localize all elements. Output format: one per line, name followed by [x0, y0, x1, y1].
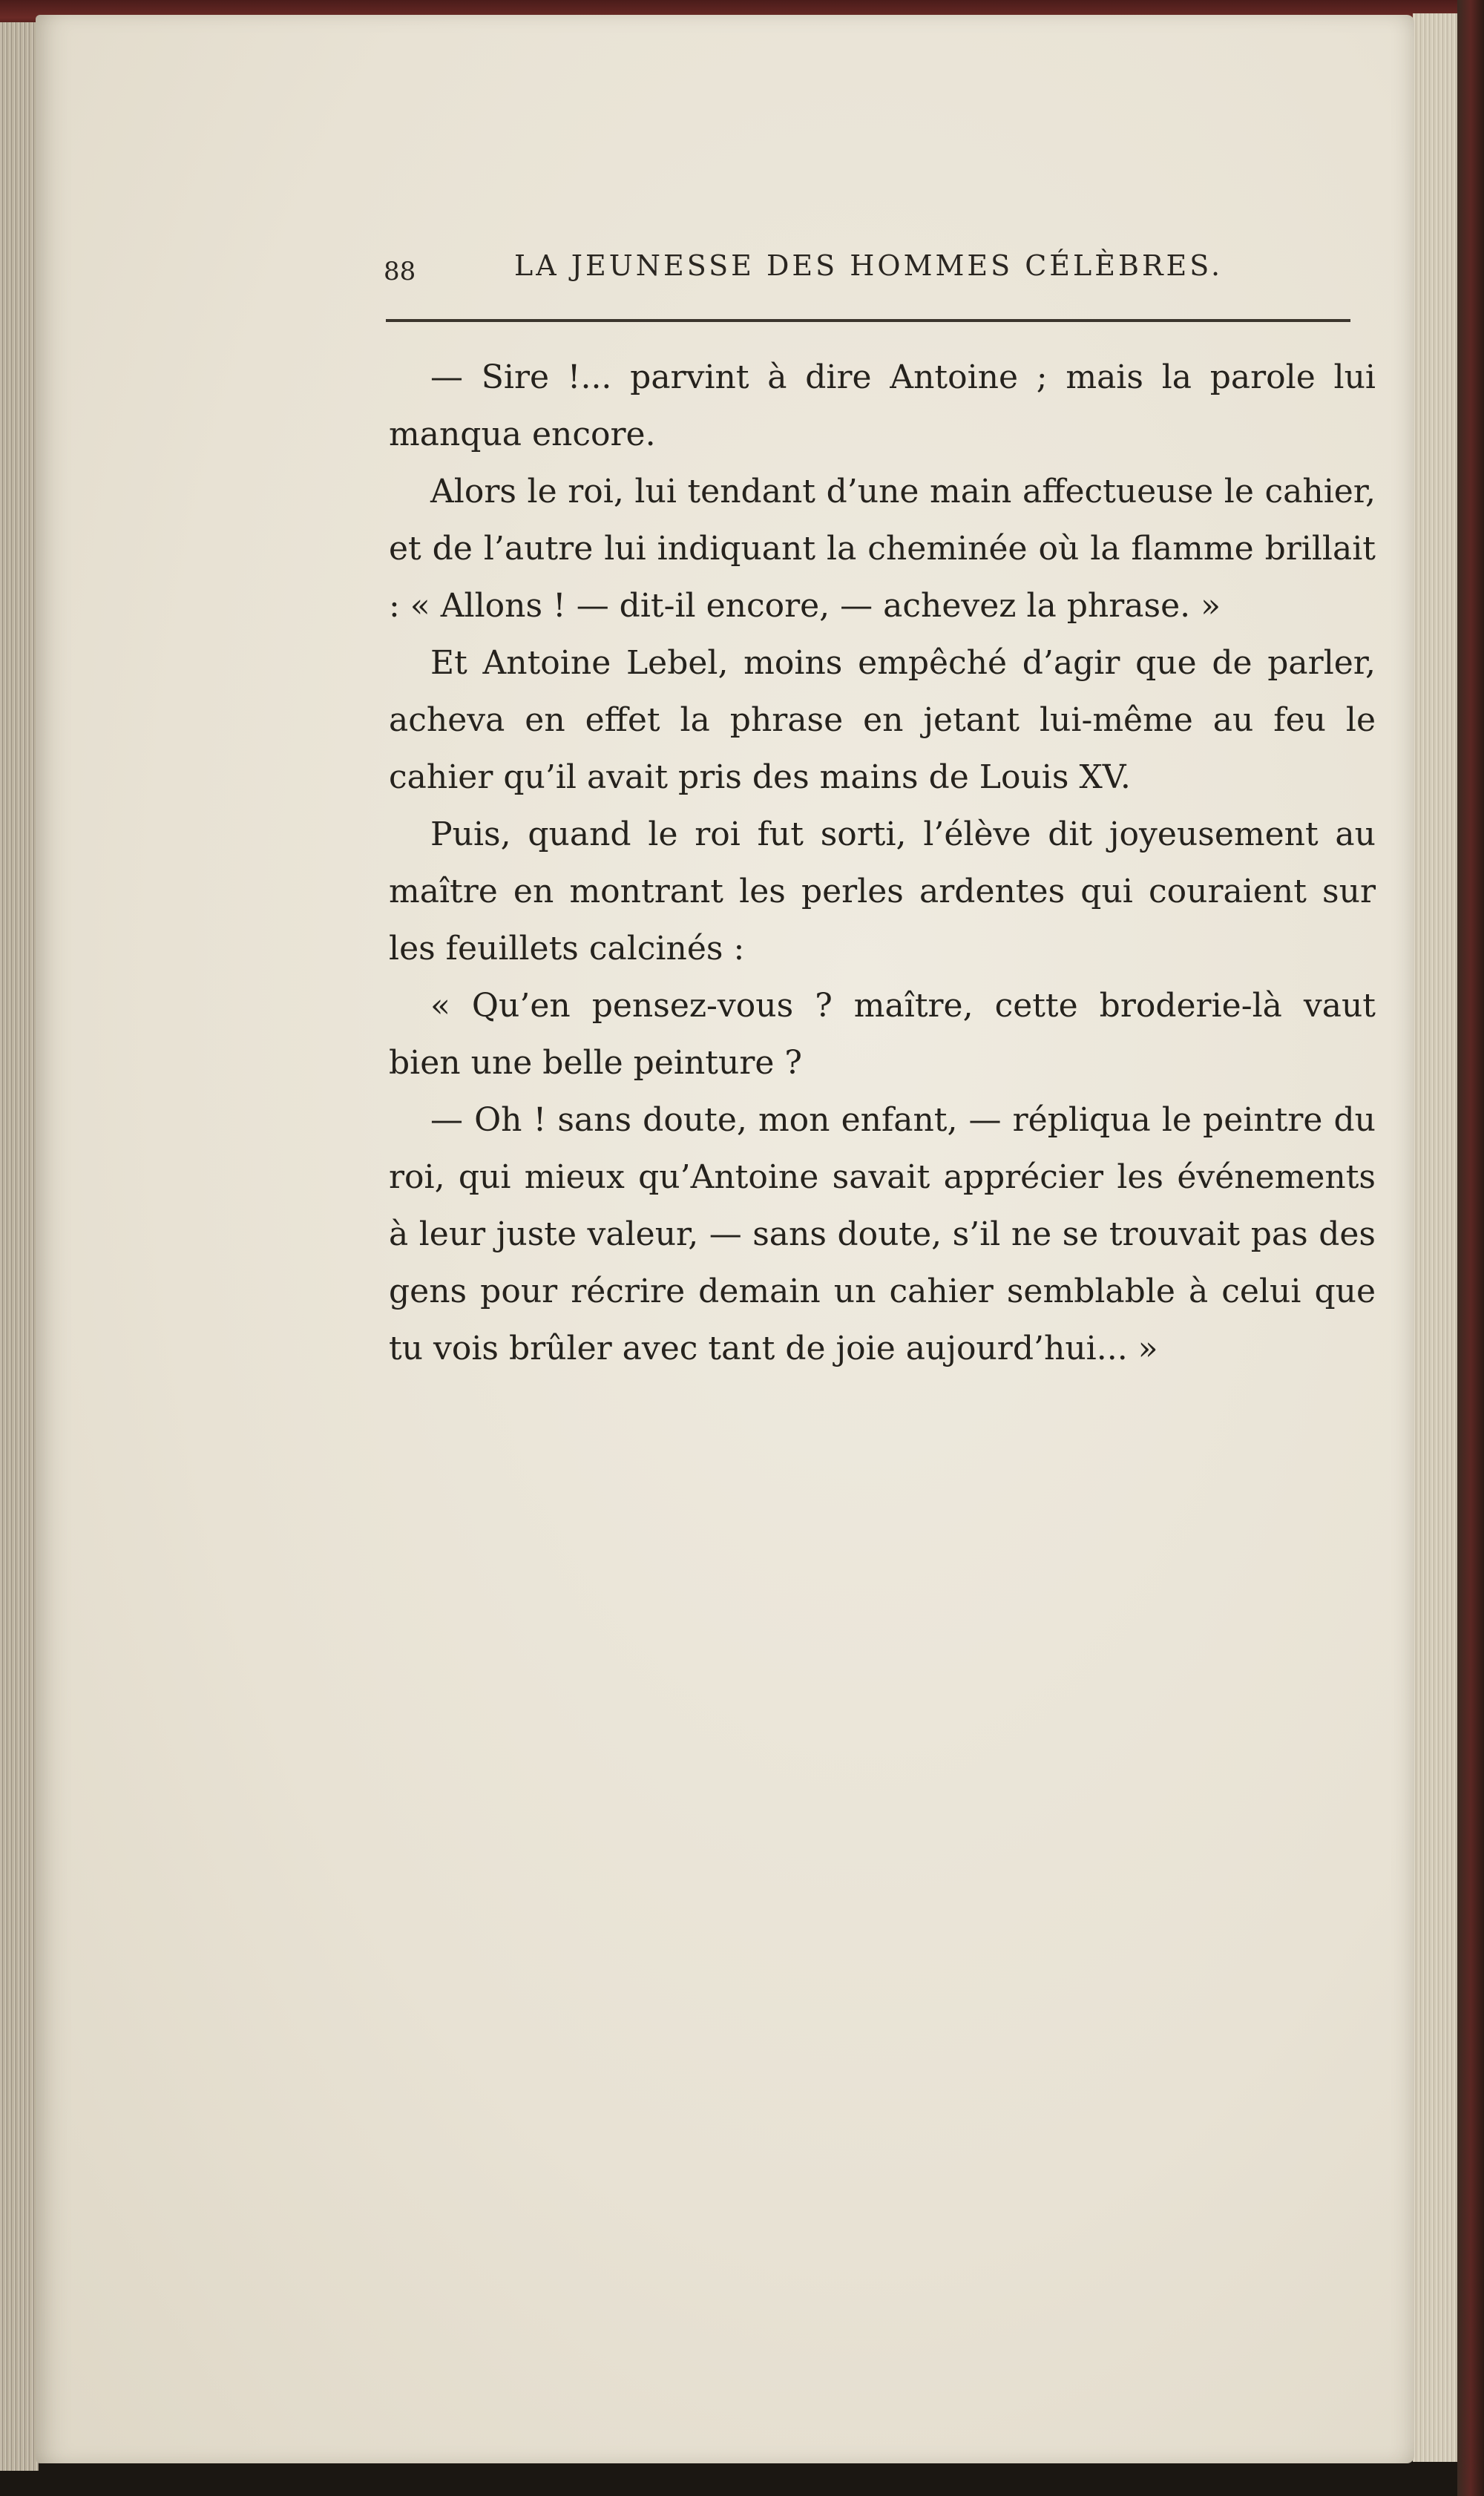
- paragraph: Et Antoine Lebel, moins empêché d’agir que de parler, acheva en effet la phrase en jetant lui-même au feu le cahier qu’il avait pris des mains de Louis XV.: [389, 644, 1376, 796]
- header-rule: [386, 319, 1350, 322]
- running-title: LA JEUNESSE DES HOMMES CÉLÈBRES.: [514, 249, 1224, 282]
- paragraph: Puis, quand le roi fut sorti, l’élève dit joyeusement au maître en montrant les perles ardentes qui couraient sur les feuillets calcinés :: [389, 815, 1376, 968]
- page-number: 88: [384, 257, 416, 286]
- paragraph: — Oh ! sans doute, mon enfant, — répliqua le peintre du roi, qui mieux qu’Antoine savait apprécier les événements à leur juste valeur, — sans doute, s’il ne se trouvait pas des gens pour récrire demain un cahier semblable à celui que tu vois brûler avec tant de joie aujourd’hui... »: [389, 1101, 1376, 1367]
- paragraph: Alors le roi, lui tendant d’une main affectueuse le cahier, et de l’autre lui indiquant la cheminée où la flamme brillait : « Allons ! — dit-il encore, — achevez la phrase. »: [389, 473, 1376, 625]
- body-text: [389, 349, 1376, 1377]
- paragraph: « Qu’en pensez-vous ? maître, cette broderie-là vaut bien une belle peinture ?: [389, 987, 1376, 1082]
- right-page-edges: [1413, 13, 1457, 2462]
- book-cover-right: [1457, 0, 1484, 2496]
- left-page-edges: [0, 22, 39, 2471]
- paragraph: — Sire !... parvint à dire Antoine ; mais la parole lui manqua encore.: [389, 358, 1376, 453]
